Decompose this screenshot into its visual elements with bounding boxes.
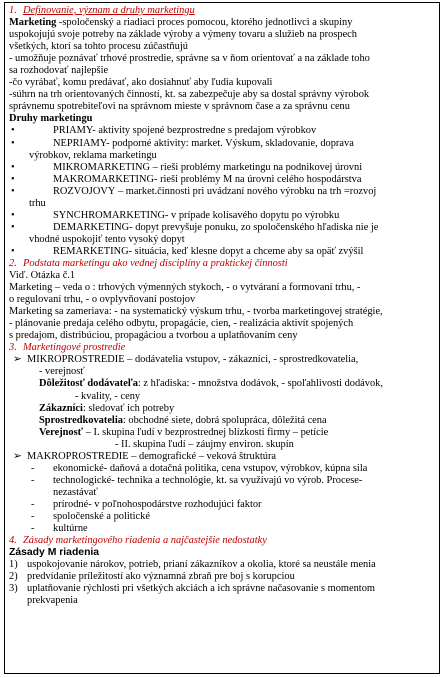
bullet-icon: • <box>11 161 15 173</box>
bullet-icon: • <box>11 209 15 221</box>
bullet-icon: • <box>11 125 15 137</box>
supplier-continuation: - kvality, - ceny <box>75 390 141 402</box>
supplier-label: Dôležitosť dodávateľa <box>39 378 138 390</box>
list-item <box>9 210 435 222</box>
intermediaries-line <box>9 415 435 427</box>
macro-list-item <box>9 475 435 487</box>
definition-line: -čo vyrábať, komu predávať, ako dosiahnuť aby ľudia kupovali <box>9 77 273 89</box>
list-item <box>9 222 435 234</box>
list-item-text: REMARKETING- situácia, keď klesne dopyt a chceme aby sa opäť zvýšil <box>53 245 364 257</box>
macro-list-item <box>9 511 435 523</box>
intermediaries-label: Sprostredkovatelia <box>39 414 123 426</box>
paragraph-line: s predajom, distribúciou, propagáciou a tvorbou a uplatňovaním ceny <box>9 330 298 342</box>
document-page <box>4 2 440 674</box>
list-item-text: MAKROMARKETING- rieši problémy M na úrovni celého hospodárstva <box>53 173 362 185</box>
paragraph-line: Marketing sa zameriava: - na systematický výskum trhu, - tvorba marketingovej stratégie, <box>9 306 383 318</box>
macro-list-item-text: technologické- technika a technológie, kt. sa využívajú vo výrob. Procese- <box>53 474 363 486</box>
definition-term: Marketing <box>9 17 57 29</box>
section-number: 1. <box>9 5 17 16</box>
public-text: – I. skupina ľudí v bezprostrednej blízkosti firmy – petície <box>83 426 329 438</box>
customers-text: : sledovať ich potreby <box>82 402 175 414</box>
bullet-icon: • <box>11 245 15 257</box>
dash-icon: - <box>31 510 35 522</box>
principle-continuation: prekvapenia <box>27 595 78 607</box>
macro-list-item <box>9 523 435 535</box>
definition-line: správnemu spotrebiteľovi na správnom mieste v správnom čase a za správnu cenu <box>9 101 350 113</box>
list-item-continuation: výrobkov, reklama marketingu <box>29 149 157 161</box>
paragraph-line: - plánovanie predaja celého odbytu, propagácie, cien, - realizácia aktivít spojených <box>9 318 354 330</box>
list-item-text: MIKROMARKETING – rieši problémy marketingu na podnikovej úrovni <box>53 161 363 173</box>
macro-environment-text: MAKROPROSTREDIE – demografické – veková štruktúra <box>27 450 277 462</box>
macro-list-item <box>9 463 435 475</box>
list-item-continuation: trhu <box>29 197 46 209</box>
dash-icon: - <box>31 498 35 510</box>
definition-line <box>9 17 435 29</box>
definition-line: sa rozhodovať najlepšie <box>9 65 109 77</box>
arrow-bullet-icon: ➢ <box>13 354 22 366</box>
list-item <box>9 162 435 174</box>
principle-item <box>9 583 435 595</box>
list-item <box>9 125 435 137</box>
bullet-icon: • <box>11 185 15 197</box>
supplier-text: : z hľadiska: - množstva dodávok, - spoľahlivosti dodávok, <box>137 378 383 390</box>
section-title: Marketingové prostredie <box>23 342 126 354</box>
list-item <box>9 174 435 186</box>
paragraph-line: Marketing – veda o : trhových výmenných stykoch, - o vytváraní a formovaní trhu, - <box>9 282 361 294</box>
section-number: 3. <box>9 342 17 354</box>
list-item <box>9 186 435 198</box>
micro-environment-text: MIKROPROSTREDIE – dodávatelia vstupov, - zákazníci, - sprostredkovatelia, <box>27 354 359 366</box>
micro-environment-continuation: - verejnosť <box>39 366 85 378</box>
section-number: 4. <box>9 535 17 547</box>
definition-line: -súhrn na trh orientovaných činností, kt. sa zabezpečuje aby sa dostal správny výrobok <box>9 89 370 101</box>
principles-heading: Zásady M riadenia <box>9 547 100 559</box>
macro-list-item <box>9 499 435 511</box>
dash-icon: - <box>31 474 35 486</box>
types-heading: Druhy marketingu <box>9 113 93 125</box>
list-item <box>9 246 435 258</box>
paragraph-line: o regulovaní trhu, - o ovplyvňovaní postojov <box>9 294 196 306</box>
principle-number: 1) <box>9 559 18 571</box>
principle-item <box>9 559 435 571</box>
list-item <box>9 138 435 150</box>
section-2-heading <box>9 258 435 270</box>
section-number: 2. <box>9 257 17 269</box>
macro-list-item-text: prírodné- v poľnohospodárstve rozhodujúci faktor <box>53 498 262 510</box>
public-continuation: - II. skupina ľudí – záujmy environ. skupín <box>115 438 294 450</box>
definition-text: -spoločenský a riadiaci proces pomocou, ktorého jednotlivci a skupiny <box>56 17 353 29</box>
list-item-continuation: vhodné uspokojiť tento vysoký dopyt <box>29 233 185 245</box>
section-3-heading <box>9 342 435 354</box>
dash-icon: - <box>31 523 35 535</box>
principle-number: 3) <box>9 583 18 595</box>
paragraph-line: Viď. Otázka č.1 <box>9 270 76 282</box>
public-line <box>9 427 435 439</box>
dash-icon: - <box>31 462 35 474</box>
definition-line: - umožňuje poznávať trhové prostredie, správne sa v ňom orientovať a na základe toho <box>9 53 370 65</box>
customers-label: Zákazníci <box>39 402 83 414</box>
intermediaries-text: : obchodné siete, dobrá spolupráca, dôležitá cena <box>122 414 327 426</box>
macro-list-item-text: kultúrne <box>53 523 88 535</box>
macro-list-item-text: ekonomické- daňová a dotačná politika, cena vstupov, výrobkov, kúpna sila <box>53 462 368 474</box>
macro-list-continuation: nezastávať <box>53 486 98 498</box>
principle-text: predvídanie príležitostí ako významná zbraň pre boj s korupciou <box>27 571 295 583</box>
section-4-heading <box>9 535 435 547</box>
section-title: Zásady marketingového riadenia a najčastejšie nedostatky <box>23 535 267 547</box>
bullet-icon: • <box>11 137 15 149</box>
principle-text: uplatňovanie rýchlosti pri všetkých akciách a ich správne načasovanie s momentom <box>27 583 375 595</box>
list-item-text: ROZVOJOVÝ – market.činnosti pri uvádzaní nového výrobku na trh =rozvoj <box>53 185 377 197</box>
public-label: Verejnosť <box>39 426 84 438</box>
list-item-text: SYNCHROMARKETING- v prípade kolísavého dopytu po výrobku <box>53 209 340 221</box>
macro-environment-item <box>9 451 435 463</box>
arrow-bullet-icon: ➢ <box>13 450 22 462</box>
list-item-text: DEMARKETING- dopyt prevyšuje ponuku, zo spoločenského hľadiska nie je <box>53 221 379 233</box>
definition-line: uspokojujú svoje potreby na základe výroby a výmeny tovaru a služieb na prospech <box>9 29 357 41</box>
section-title: Podstata marketingu ako vednej disciplíny a praktickej činnosti <box>23 257 288 269</box>
micro-environment-item <box>9 354 435 366</box>
section-title: Definovanie, význam a druhy marketingu <box>23 5 195 16</box>
supplier-line <box>9 378 435 390</box>
list-item-text: NEPRIAMY- podporné aktivity: market. Výskum, skladovanie, doprava <box>53 137 354 149</box>
principle-number: 2) <box>9 571 18 583</box>
list-item-text: PRIAMY- aktivity spojené bezprostredne s predajom výrobkov <box>53 125 317 137</box>
bullet-icon: • <box>11 221 15 233</box>
principle-item <box>9 571 435 583</box>
customers-line <box>9 403 435 415</box>
bullet-icon: • <box>11 173 15 185</box>
principle-text: uspokojovanie nárokov, potrieb, prianí zákazníkov a okolia, ktoré sa neustále menia <box>27 559 376 571</box>
section-1-heading <box>9 5 435 17</box>
macro-list-item-text: spoločenské a politické <box>53 510 150 522</box>
definition-line: všetkých, ktorí sa tohto procesu zúčastňujú <box>9 41 188 53</box>
